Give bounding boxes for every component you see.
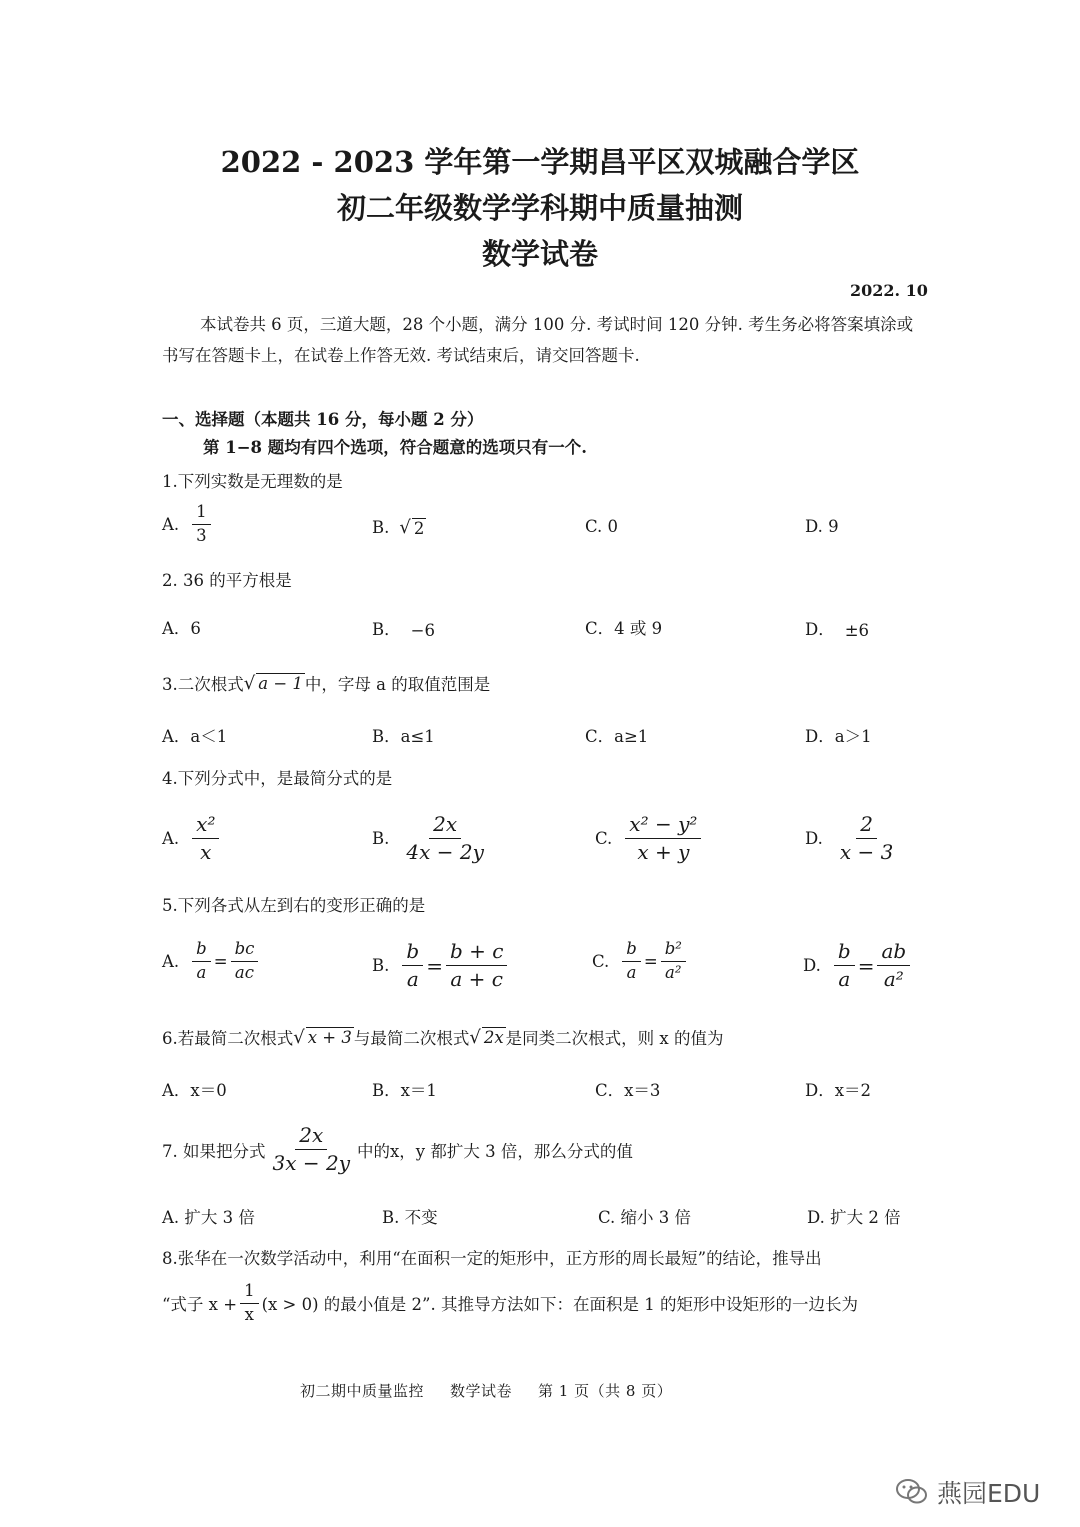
title-line-3: 数学试卷 (481, 237, 598, 271)
q8-line-1: 8.张华在一次数学活动中，利用“在面积一定的矩形中，正方形的周长最短”的结论，推导出 (162, 1249, 822, 1268)
q2-option-b: B． −6 (372, 619, 435, 640)
title-line-1: 2022 - 2023 学年第一学期昌平区双城融合学区 (220, 145, 860, 179)
q1-stem: 1.下列实数是无理数的是 (162, 472, 343, 491)
q2-option-c: C．4 或 9 (585, 619, 663, 638)
page-footer: 初二期中质量监控 数学试卷 第 1 页（共 8 页） (300, 1382, 673, 1400)
q7-option-b: B. 不变 (382, 1208, 438, 1227)
q2-stem: 2. 36 的平方根是 (162, 571, 292, 590)
q3-option-c: C．a≥1 (585, 727, 649, 746)
q7-option-a: A. 扩大 3 倍 (162, 1208, 255, 1227)
watermark-text: 燕园EDU (937, 1479, 1041, 1508)
q7-stem: 7. 如果把分式 $\frac{2x}{3x - 2y}$ 中的x，y 都扩大 3 倍，那么分式的值 (162, 1123, 633, 1175)
q6-option-c: C．x＝3 (595, 1081, 661, 1100)
q1-option-c: C. 0 (585, 517, 619, 536)
q5-option-a: A. $\frac{b}{a}$ = $\frac{bc}{ac}$ (162, 940, 261, 983)
exam-date: 2022. 10 (850, 281, 928, 300)
section-instruction: 第 1−8 题均有四个选项，符合题意的选项只有一个. (203, 438, 588, 457)
q7-option-c: C. 缩小 3 倍 (598, 1208, 692, 1227)
q6-stem: 6.若最简二次根式 √ x + 3 与最简二次根式 √ 2x 是同类二次根式，则 x 的值为 (162, 1026, 724, 1048)
q4-option-a: A. $\frac{\text{x²}}{x}$ (162, 813, 222, 864)
q2-option-a: A．6 (162, 619, 201, 638)
q6-option-a: A．x＝0 (162, 1081, 227, 1100)
q5-option-d: D. $\frac{b}{a}$ = $\frac{ab}{\text{a²}}$ (803, 940, 913, 991)
q4-option-c: C. $\frac{\text{x² − y²}}{x + y}$ (595, 813, 704, 864)
q1-option-d: D. 9 (805, 517, 839, 536)
q4-option-b: B. $\frac{2x}{4x - 2y}$ (372, 812, 484, 864)
q5-stem: 5.下列各式从左到右的变形正确的是 (162, 896, 426, 915)
title-line-2: 初二年级数学学科期中质量抽测 (336, 191, 743, 225)
q2-option-d: D． ±6 (805, 619, 870, 640)
intro-paragraph: 本试卷共 6 页，三道大题，28 个小题，满分 100 分. 考试时间 120 分钟. 考生务必将答案填涂或书写在答题卡上，在试卷上作答无效. 考试结束后，请交回答题卡. (162, 315, 914, 365)
q5-option-c: C. $\frac{b}{a}$ = $\frac{\text{b²}}{\text{a²}}$ (592, 940, 689, 983)
q6-option-d: D．x＝2 (805, 1081, 872, 1100)
q1-option-a: A. $\frac{1}{3}$ (162, 503, 214, 546)
q1-option-b: B. √ 2 (372, 517, 425, 538)
wechat-icon (895, 1477, 929, 1507)
q6-option-b: B．x＝1 (372, 1081, 437, 1100)
watermark (895, 1474, 1040, 1510)
q3-stem: 3.二次根式 √ a − 1 中，字母 a 的取值范围是 (162, 672, 491, 694)
q4-stem: 4.下列分式中，是最简分式的是 (162, 769, 393, 788)
q8-line-2: “式子 x + $\frac{1}{x}$ (x > 0) 的最小值是 2”. 其推导方法如下：在面积是 1 的矩形中设矩形的一边长为 (162, 1281, 858, 1324)
q5-option-b: B. $\frac{b}{a}$ = $\frac{b + c}{a + c}$ (372, 940, 510, 991)
section-heading: 一、选择题（本题共 16 分，每小题 2 分） (162, 410, 484, 429)
q3-option-d: D．a＞1 (805, 727, 872, 746)
q4-option-d: D. $\frac{2}{x - 3}$ (805, 812, 894, 864)
q3-option-b: B．a≤1 (372, 727, 435, 746)
q7-option-d: D. 扩大 2 倍 (807, 1208, 901, 1227)
q3-option-a: A．a＜1 (162, 727, 228, 746)
